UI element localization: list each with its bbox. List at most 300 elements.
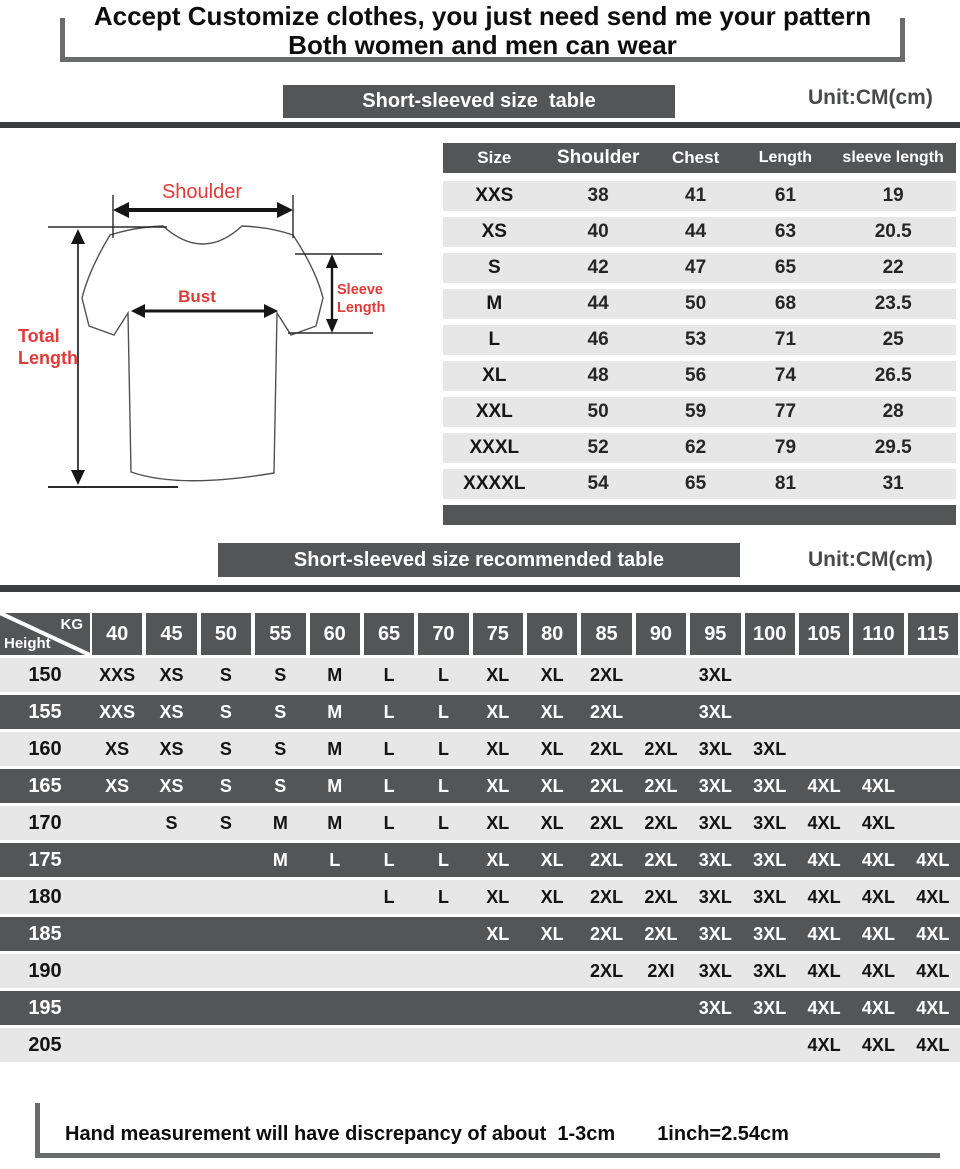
size-recommendation-cell — [199, 1035, 253, 1056]
measurement-cell: 44 — [587, 293, 609, 314]
measurement-cells — [546, 293, 956, 315]
size-name-cell: S — [487, 257, 501, 278]
size-recommendation-cell — [579, 998, 633, 1019]
size-recommendation-cell: 2XL — [590, 960, 624, 981]
size-recommendation-cell: 2XL — [590, 886, 624, 907]
size-recommendation-cell: 4XL — [916, 1034, 950, 1055]
size-table-footer-bar — [443, 505, 956, 525]
size-recommendation-cell: 4XL — [861, 775, 895, 796]
size-table-row — [443, 181, 956, 211]
recommended-table-row — [0, 695, 960, 729]
size-recommendation-cell: 4XL — [861, 812, 895, 833]
size-recommendation-cell: 3XL — [753, 923, 787, 944]
size-recommendation-cell — [797, 702, 851, 723]
size-recommendation-cell — [906, 702, 960, 723]
recommended-table-row — [0, 917, 960, 951]
shoulder-arrowhead-left — [113, 202, 129, 218]
size-recommendation-cell: XS — [159, 701, 184, 722]
size-recommendation-cell: 4XL — [807, 849, 841, 870]
size-recommendation-cell: 3XL — [753, 886, 787, 907]
size-recommendation-cell: S — [274, 738, 287, 759]
size-table-row — [443, 253, 956, 283]
size-recommendation-cell: XXS — [99, 664, 136, 685]
size-recommendation-cell — [416, 924, 470, 945]
size-recommendation-cell — [199, 961, 253, 982]
height-row-label: 190 — [28, 959, 62, 982]
size-recommendation-cell — [199, 887, 253, 908]
size-recommendation-cell: 3XL — [698, 775, 732, 796]
size-recommendation-cell: XS — [105, 775, 130, 796]
title-line-1: Accept Customize clothes, you just need send me your pattern — [93, 1, 872, 31]
size-recommendation-cell — [634, 1035, 688, 1056]
measurement-cells — [546, 365, 956, 387]
size-name-cell: XXXXL — [463, 473, 526, 494]
size-recommendation-cell: XL — [486, 923, 510, 944]
size-table-column-header: Length — [758, 149, 813, 166]
size-recommendation-cell: L — [437, 701, 449, 722]
size-recommendation-cell: 2XL — [644, 738, 678, 759]
measurement-cell: 63 — [774, 221, 797, 242]
size-recommendation-cell: XL — [486, 738, 510, 759]
recommended-table-row — [0, 880, 960, 914]
measurement-cell: 65 — [774, 257, 797, 278]
size-recommendation-cell — [851, 702, 905, 723]
page-title — [65, 2, 900, 60]
unit-label-recommended-table: Unit:CM(cm) — [808, 548, 933, 571]
measurement-cell: 47 — [685, 257, 707, 278]
size-recommendation-cell: L — [437, 886, 449, 907]
size-recommendation-cell: M — [327, 738, 343, 759]
measurement-cell: 40 — [587, 221, 609, 242]
section-title-size-table: Short-sleeved size table — [283, 85, 675, 118]
size-recommendation-cell — [199, 850, 253, 871]
size-recommendation-cell — [362, 924, 416, 945]
measurement-cell: 53 — [685, 329, 707, 350]
weight-column-header: 100 — [745, 613, 795, 655]
weight-column-header: 80 — [527, 613, 577, 655]
measurement-cells — [546, 221, 956, 243]
size-recommendation-cell: XL — [486, 849, 510, 870]
size-recommendation-cell — [906, 813, 960, 834]
recommendation-cells — [90, 1035, 960, 1056]
size-recommendation-cell — [308, 961, 362, 982]
size-recommendation-cell: XL — [486, 886, 510, 907]
size-recommendation-cell: 4XL — [916, 923, 950, 944]
size-table-row — [443, 361, 956, 391]
measurement-cell: 29.5 — [874, 437, 912, 458]
recommended-table-row — [0, 954, 960, 988]
measurement-cell: 28 — [882, 401, 904, 422]
size-name-cell: XXXL — [469, 437, 520, 458]
size-recommendation-cell: S — [219, 812, 232, 833]
size-recommendation-cell: S — [219, 775, 232, 796]
size-recommendation-cell — [743, 702, 797, 723]
weight-column-header: 55 — [255, 613, 305, 655]
size-recommendation-cell — [144, 998, 198, 1019]
measurement-cell: 68 — [774, 293, 797, 314]
size-recommendation-cell — [90, 850, 144, 871]
size-recommendation-cell: L — [383, 701, 395, 722]
size-recommendation-cell: 2XL — [644, 849, 678, 870]
recommended-table-row — [0, 843, 960, 877]
size-recommendation-cell — [471, 961, 525, 982]
size-recommendation-cell: XL — [540, 923, 564, 944]
measurement-cell: 19 — [882, 185, 904, 206]
size-recommendation-cell: 3XL — [753, 997, 787, 1018]
size-name-cell: M — [486, 293, 503, 314]
size-recommendation-cell: 4XL — [807, 923, 841, 944]
size-recommendation-cell: S — [165, 812, 178, 833]
size-recommendation-cell — [253, 998, 307, 1019]
measurement-cells — [546, 401, 956, 423]
divider-top — [0, 122, 960, 128]
height-row-label: 155 — [28, 700, 62, 723]
recommendation-cells — [90, 739, 960, 760]
size-recommendation-cell — [253, 924, 307, 945]
size-recommendation-cell: 4XL — [861, 1034, 895, 1055]
size-recommendation-cell — [362, 961, 416, 982]
size-recommendation-cell: 4XL — [807, 960, 841, 981]
measurement-cell: 41 — [685, 185, 707, 206]
height-row-label: 160 — [28, 737, 62, 760]
size-table-row — [443, 433, 956, 463]
height-row-label: 180 — [28, 885, 62, 908]
recommended-table-row — [0, 769, 960, 803]
size-recommendation-cell: XL — [540, 701, 564, 722]
height-row-label: 205 — [28, 1033, 62, 1056]
size-recommendation-cell: L — [383, 775, 395, 796]
size-name-cell: L — [488, 329, 501, 350]
size-recommendation-cell: XL — [540, 886, 564, 907]
size-recommendation-cell: 3XL — [698, 960, 732, 981]
size-recommendation-cell: L — [329, 849, 341, 870]
recommended-table-row — [0, 991, 960, 1025]
size-recommendation-cell: 4XL — [807, 1034, 841, 1055]
recommendation-cells — [90, 665, 960, 686]
weight-header-cells — [90, 613, 960, 655]
size-recommendation-cell: 4XL — [861, 923, 895, 944]
size-recommendation-cell: XL — [486, 664, 510, 685]
size-recommendation-cell: M — [327, 812, 343, 833]
size-recommendation-cell: 2XL — [644, 923, 678, 944]
size-recommendation-cell: XS — [159, 738, 184, 759]
recommendation-cells — [90, 850, 960, 871]
size-recommendation-cell — [634, 665, 688, 686]
size-recommendation-cell: 2XL — [644, 775, 678, 796]
size-recommendation-cell: 4XL — [861, 997, 895, 1018]
size-recommendation-cell: 3XL — [753, 738, 787, 759]
size-recommendation-cell — [634, 998, 688, 1019]
size-recommendation-cell: XS — [105, 738, 130, 759]
size-recommendation-cell: 3XL — [753, 812, 787, 833]
title-box — [60, 1, 905, 62]
size-recommendation-cell: 2XL — [590, 849, 624, 870]
total-length-arrowhead-bottom — [71, 470, 85, 485]
size-recommendation-cell: 4XL — [807, 997, 841, 1018]
recommendation-cells — [90, 776, 960, 797]
recommended-table-row — [0, 658, 960, 692]
size-recommendation-cell: 3XL — [698, 886, 732, 907]
size-table-body — [443, 181, 956, 499]
footer-note-box — [35, 1103, 940, 1158]
size-recommendation-cell — [743, 1035, 797, 1056]
size-recommendation-cell: 3XL — [698, 701, 732, 722]
recommended-table-body — [0, 658, 960, 1062]
size-recommendation-cell: XL — [486, 775, 510, 796]
size-recommendation-cell — [308, 887, 362, 908]
size-recommendation-cell: 2XL — [590, 923, 624, 944]
weight-column-header: 60 — [310, 613, 360, 655]
size-recommendation-cell: XL — [486, 701, 510, 722]
measurement-cell: 20.5 — [874, 221, 912, 242]
recommendation-cells — [90, 813, 960, 834]
total-length-label-line1: Total — [18, 326, 60, 346]
total-length-label-line2: Length — [18, 348, 78, 368]
size-recommendation-cell — [634, 702, 688, 723]
size-recommendation-cell — [90, 924, 144, 945]
height-row-label: 175 — [28, 848, 62, 871]
size-recommendation-cell: 4XL — [807, 886, 841, 907]
weight-column-header: 110 — [853, 613, 903, 655]
weight-column-header: 50 — [201, 613, 251, 655]
size-recommendation-cell: L — [437, 775, 449, 796]
size-recommendation-cell — [471, 998, 525, 1019]
size-recommendation-cell — [851, 739, 905, 760]
size-recommendation-cell: XL — [540, 849, 564, 870]
weight-column-header: 105 — [799, 613, 849, 655]
sleeve-length-arrowhead-bottom — [326, 319, 338, 333]
size-recommendation-cell — [416, 998, 470, 1019]
weight-column-header: 85 — [581, 613, 631, 655]
size-recommendation-cell: 2XL — [590, 775, 624, 796]
size-recommendation-cell: M — [327, 775, 343, 796]
recommendation-cells — [90, 961, 960, 982]
corner-height-label: Height — [4, 635, 51, 652]
size-table-column-header: Size — [477, 148, 512, 167]
size-table-row — [443, 289, 956, 319]
size-recommendation-cell — [90, 887, 144, 908]
size-recommendation-cell: 2XL — [644, 886, 678, 907]
size-recommendation-cell — [525, 998, 579, 1019]
size-table-row — [443, 217, 956, 247]
size-recommendation-cell: 3XL — [698, 849, 732, 870]
size-recommendation-cell — [688, 1035, 742, 1056]
size-recommendation-cell — [90, 813, 144, 834]
size-table-row — [443, 325, 956, 355]
size-recommendation-cell: S — [274, 775, 287, 796]
tshirt-outline — [82, 226, 323, 481]
measurement-cell: 62 — [685, 437, 707, 458]
recommendation-cells — [90, 702, 960, 723]
weight-column-header: 115 — [908, 613, 958, 655]
size-recommendation-cell — [144, 961, 198, 982]
size-recommendation-cell: 3XL — [753, 960, 787, 981]
recommended-table-header-row — [0, 613, 960, 655]
size-recommendation-cell — [144, 1035, 198, 1056]
height-row-label: 195 — [28, 996, 62, 1019]
measurement-cell: 50 — [685, 293, 707, 314]
size-recommendation-cell: 3XL — [698, 812, 732, 833]
size-recommendation-cell — [851, 665, 905, 686]
weight-column-header: 75 — [473, 613, 523, 655]
recommended-table-row — [0, 732, 960, 766]
size-recommendation-cell: 4XL — [807, 812, 841, 833]
size-recommendation-cell: 2XL — [644, 812, 678, 833]
height-row-label: 150 — [28, 663, 62, 686]
corner-cell — [0, 613, 90, 655]
size-recommendation-cell: 2XL — [590, 701, 624, 722]
size-recommendation-cell: 4XL — [861, 849, 895, 870]
size-recommendation-cell — [199, 998, 253, 1019]
measurement-cells — [546, 185, 956, 207]
size-recommendation-cell: 3XL — [698, 997, 732, 1018]
size-recommendation-cell — [906, 665, 960, 686]
size-recommendation-cell: L — [383, 886, 395, 907]
size-recommendation-cell: L — [383, 738, 395, 759]
size-recommendation-cell: 4XL — [861, 886, 895, 907]
recommendation-cells — [90, 998, 960, 1019]
size-table-row — [443, 397, 956, 427]
divider-middle — [0, 585, 960, 592]
bust-label: Bust — [178, 287, 216, 306]
weight-column-header: 90 — [636, 613, 686, 655]
measurement-cell: 23.5 — [874, 293, 912, 314]
size-recommendation-cell: L — [437, 812, 449, 833]
measurement-cell: 42 — [587, 257, 609, 278]
size-recommendation-cell — [362, 1035, 416, 1056]
size-recommendation-cell — [308, 924, 362, 945]
size-recommendation-cell: M — [327, 664, 343, 685]
recommended-table-row — [0, 806, 960, 840]
size-recommendation-cell — [90, 961, 144, 982]
size-recommendation-cell: L — [383, 812, 395, 833]
size-recommendation-cell: XS — [159, 775, 184, 796]
inch-conversion-note: 1inch=2.54cm — [657, 1122, 789, 1145]
size-recommendation-cell — [308, 998, 362, 1019]
size-recommendation-cell: 3XL — [698, 664, 732, 685]
recommended-table-row — [0, 1028, 960, 1062]
total-length-arrowhead-top — [71, 229, 85, 244]
size-recommendation-cell — [416, 1035, 470, 1056]
height-row-label: 165 — [28, 774, 62, 797]
measurement-cells — [546, 257, 956, 279]
size-recommendation-cell: 4XL — [916, 960, 950, 981]
measurement-cell: 44 — [685, 221, 707, 242]
shoulder-arrowhead-right — [277, 202, 293, 218]
sleeve-length-arrowhead-top — [326, 254, 338, 268]
corner-kg-label: KG — [60, 616, 83, 633]
size-recommendation-cell: S — [274, 701, 287, 722]
size-recommendation-cell — [743, 665, 797, 686]
size-recommendation-cell — [471, 1035, 525, 1056]
size-recommendation-cell: L — [383, 849, 395, 870]
measurement-cell: 77 — [774, 401, 797, 422]
measurement-cell: 31 — [882, 473, 904, 494]
size-recommendation-cell — [144, 924, 198, 945]
size-recommendation-cell: M — [272, 849, 288, 870]
size-name-cell: XL — [482, 365, 507, 386]
size-recommendation-cell: 4XL — [916, 849, 950, 870]
measurement-cell: 74 — [774, 365, 797, 386]
measurement-cell: 26.5 — [874, 365, 912, 386]
title-line-2: Both women and men can wear — [288, 30, 677, 60]
tshirt-measurement-diagram — [0, 130, 440, 530]
measurement-cell: 25 — [882, 329, 904, 350]
recommendation-cells — [90, 887, 960, 908]
size-recommendation-cell: 2XL — [590, 812, 624, 833]
measurement-cell: 59 — [685, 401, 707, 422]
size-recommendation-cell — [797, 739, 851, 760]
size-recommendation-cell: 3XL — [698, 923, 732, 944]
size-recommendation-cell — [362, 998, 416, 1019]
measurement-discrepancy-note: Hand measurement will have discrepancy of about 1-3cm — [65, 1122, 616, 1145]
size-recommendation-cell: 4XL — [861, 960, 895, 981]
measurement-cell: 50 — [587, 401, 609, 422]
measurement-cell: 56 — [685, 365, 707, 386]
size-recommendation-cell: S — [219, 664, 232, 685]
size-recommendation-cell: S — [274, 664, 287, 685]
size-recommendation-cell: 2XL — [590, 738, 624, 759]
size-recommendation-cell: L — [437, 738, 449, 759]
measurement-cell: 71 — [774, 329, 797, 350]
measurement-cell: 52 — [587, 437, 609, 458]
weight-column-header: 95 — [690, 613, 740, 655]
measurement-cell: 81 — [774, 473, 797, 494]
size-recommendation-cell — [797, 665, 851, 686]
size-recommendation-cell: L — [437, 664, 449, 685]
size-recommendation-cell: L — [437, 849, 449, 870]
size-recommendation-cell — [579, 1035, 633, 1056]
size-recommendation-cell — [253, 887, 307, 908]
size-recommendation-cell — [144, 887, 198, 908]
size-recommendation-cell — [144, 850, 198, 871]
recommendation-cells — [90, 924, 960, 945]
size-recommendation-cell: 4XL — [916, 997, 950, 1018]
size-table-column-header: sleeve length — [842, 149, 944, 166]
size-table-row — [443, 469, 956, 499]
size-recommendation-cell — [525, 961, 579, 982]
size-recommendation-cell: XL — [540, 812, 564, 833]
sleeve-length-label-line2: Length — [337, 300, 386, 316]
size-recommendation-cell — [253, 1035, 307, 1056]
size-recommendation-cell — [199, 924, 253, 945]
measurement-cells — [546, 473, 956, 495]
size-recommendation-cell: 3XL — [753, 775, 787, 796]
unit-label-size-table: Unit:CM(cm) — [808, 86, 933, 109]
measurement-cell: 65 — [685, 473, 707, 494]
size-recommendation-cell: XS — [159, 664, 184, 685]
weight-column-header: 40 — [92, 613, 142, 655]
size-recommendation-cell: S — [219, 701, 232, 722]
size-recommendation-cell: 3XL — [753, 849, 787, 870]
size-recommendation-cell — [525, 1035, 579, 1056]
measurement-cell: 79 — [774, 437, 797, 458]
size-recommendation-cell — [906, 739, 960, 760]
size-table-column-header: Chest — [672, 148, 720, 167]
weight-column-header: 70 — [418, 613, 468, 655]
size-recommendation-cell — [416, 961, 470, 982]
size-recommendation-cell: M — [327, 701, 343, 722]
size-name-cell: XXL — [475, 401, 513, 422]
size-name-cell: XS — [481, 221, 507, 242]
measurement-cell: 46 — [587, 329, 609, 350]
size-recommendation-cell: 2XL — [590, 664, 624, 685]
measurement-cell: 48 — [587, 365, 609, 386]
size-table-column-header: Shoulder — [557, 147, 640, 168]
height-row-label: 185 — [28, 922, 62, 945]
size-table-header-row — [443, 143, 956, 173]
size-recommendation-cell — [90, 998, 144, 1019]
